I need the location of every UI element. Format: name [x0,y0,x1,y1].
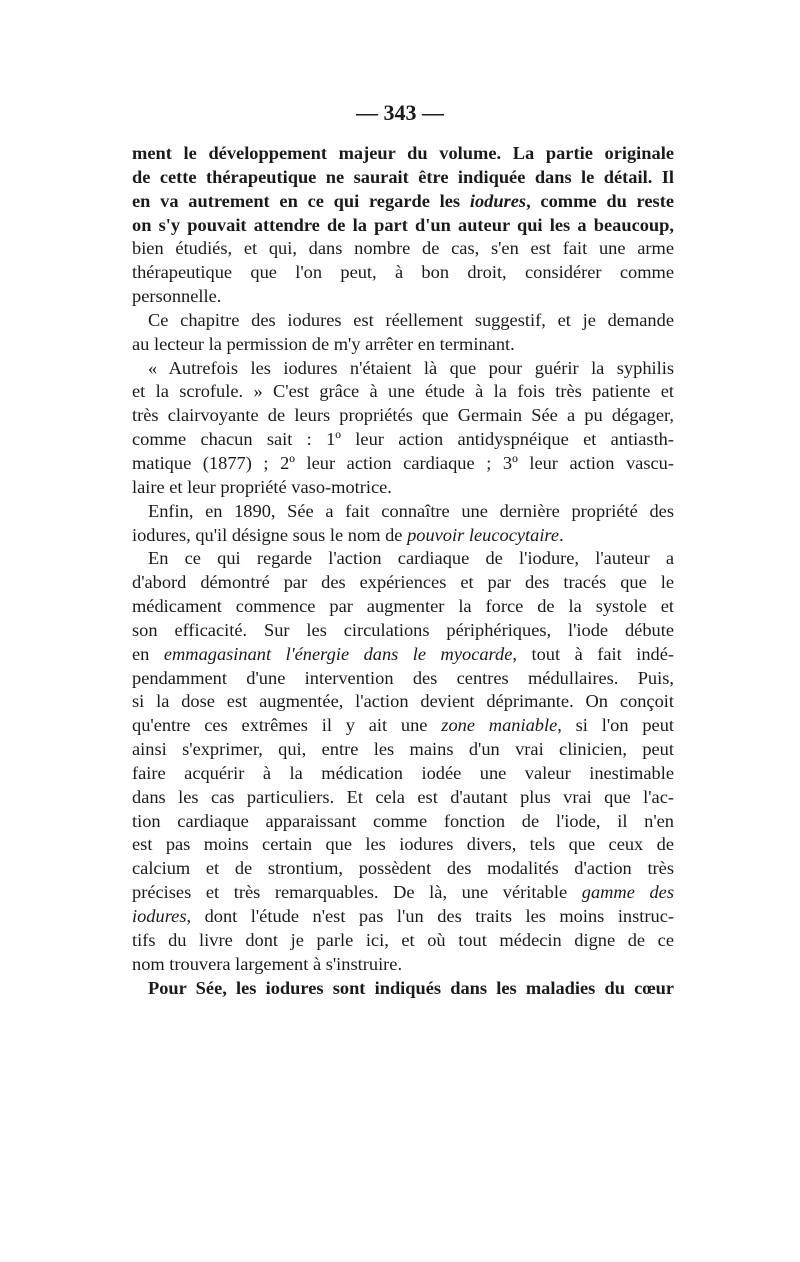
text-line: et la scrofule. » C'est grâce à une étude à la fois très patiente et [132,381,674,402]
text-line: Ce chapitre des iodures est réellement suggestif, et je demande [148,309,674,330]
text-line: en va autrement en ce qui regarde les iodures, comme du reste [132,190,674,211]
text-line: dans les cas particuliers. Et cela est d'autant plus vrai que l'ac- [132,786,674,807]
text-line: ainsi s'exprimer, qui, entre les mains d'un vrai clinicien, peut [132,739,674,760]
text-line: médicament commence par augmenter la force de la systole et [132,596,674,617]
text-line: précises et très remarquables. De là, une véritable gamme des [132,882,674,903]
text-line: pendamment d'une intervention des centres médullaires. Puis, [132,667,674,688]
text-line: iodures, qu'il désigne sous le nom de pouvoir leucocytaire. [132,524,564,545]
text-line: on s'y pouvait attendre de la part d'un auteur qui les a beaucoup, [132,214,674,235]
text-line: comme chacun sait : 1º leur action antidyspnéique et antiasth- [132,429,674,450]
text-line: son efficacité. Sur les circulations périphériques, l'iode débute [132,619,674,640]
text-line: Pour Sée, les iodures sont indiqués dans les maladies du cœur [148,977,674,998]
text-line: bien étudiés, et qui, dans nombre de cas, s'en est fait une arme [132,238,674,259]
text-line: Enfin, en 1890, Sée a fait connaître une dernière propriété des [148,500,674,521]
text-line: iodures, dont l'étude n'est pas l'un des traits les moins instruc- [132,906,674,926]
text-line: très clairvoyante de leurs propriétés que Germain Sée a pu dégager, [132,405,674,426]
text-line: personnelle. [132,286,222,307]
text-line: qu'entre ces extrêmes il y ait une zone maniable, si l'on peut [132,715,674,736]
text-line: matique (1877) ; 2º leur action cardiaque ; 3º leur action vascu- [132,452,674,473]
text-line: En ce qui regarde l'action cardiaque de l'iodure, l'auteur a [148,548,674,569]
text-line: tion cardiaque apparaissant comme fonction de l'iode, il n'en [132,810,674,831]
text-line: d'abord démontré par des expériences et par des tracés que le [132,572,674,593]
text-line: est pas moins certain que les iodures divers, tels que ceux de [132,834,674,855]
text-line: en emmagasinant l'énergie dans le myocarde, tout à fait indé- [132,643,674,664]
text-line: ment le développement majeur du volume. La partie originale [132,143,674,163]
text-line: si la dose est augmentée, l'action devient déprimante. On conçoit [132,691,674,712]
text-line: « Autrefois les iodures n'étaient là que pour guérir la syphilis [148,357,674,378]
text-line: au lecteur la permission de m'y arrêter en terminant. [132,333,515,354]
page-number: — 343 — [356,100,444,125]
text-line: faire acquérir à la médication iodée une valeur inestimable [132,762,674,783]
text-line: de cette thérapeutique ne saurait être indiquée dans le détail. Il [132,166,674,187]
text-line: thérapeutique que l'on peut, à bon droit, considérer comme [132,262,674,283]
page-body [132,142,674,1000]
text-line: nom trouvera largement à s'instruire. [132,953,403,974]
text-line: calcium et de strontium, possèdent des modalités d'action très [132,858,674,879]
text-line: laire et leur propriété vaso-motrice. [132,476,392,497]
text-line: tifs du livre dont je parle ici, et où tout médecin digne de ce [132,929,674,950]
